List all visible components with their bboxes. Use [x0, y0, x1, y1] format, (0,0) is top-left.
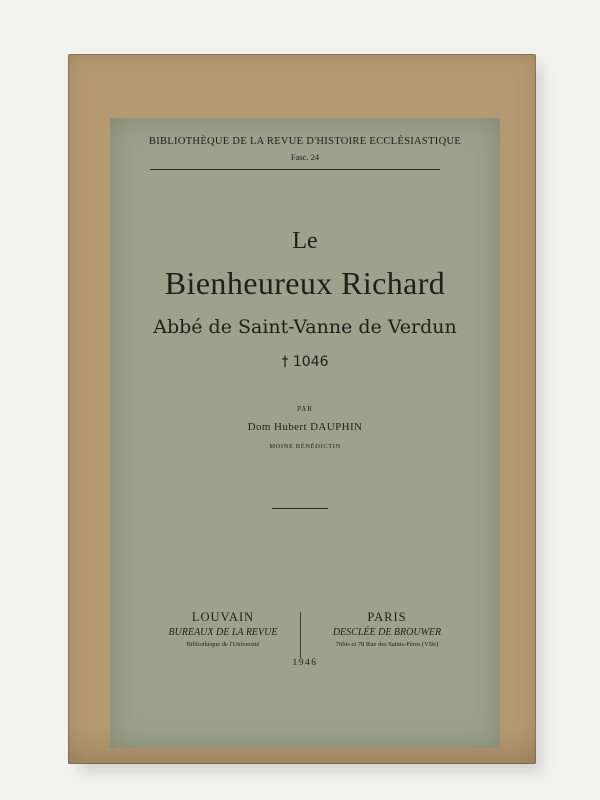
middle-rule: [272, 508, 328, 509]
fascicle-number: Fasc. 24: [290, 152, 320, 162]
imprint-louvain: [148, 610, 298, 648]
by-label: PAR: [297, 405, 313, 413]
title-article: Le: [292, 228, 318, 254]
publication-year: 1946: [292, 658, 318, 668]
subtitle: Abbé de Saint-Vanne de Verdun: [153, 316, 457, 338]
imprint-city-left: LOUVAIN: [191, 610, 255, 624]
imprint-paris: [302, 610, 472, 648]
top-rule: [150, 169, 440, 170]
series-title: BIBLIOTHÈQUE DE LA REVUE D'HISTOIRE ECCLÉSIASTIQUE: [148, 136, 462, 147]
death-year: † 1046: [281, 354, 329, 370]
author-role: MOINE BÉNÉDICTIN: [269, 443, 341, 450]
imprint-divider: [300, 612, 301, 658]
imprint-publisher-right: DESCLÉE DE BROUWER: [332, 627, 442, 638]
imprint-address-left: Bibliothèque de l'Université: [186, 641, 260, 648]
imprint-address-right: 76bis et 78 Rue des Saints-Pères (VIIe): [335, 641, 439, 648]
imprint-city-right: PARIS: [367, 610, 407, 624]
main-title: Bienheureux Richard: [164, 265, 446, 301]
author-name: Dom Hubert DAUPHIN: [247, 421, 363, 433]
imprint-publisher-left: BUREAUX DE LA REVUE: [168, 627, 278, 638]
